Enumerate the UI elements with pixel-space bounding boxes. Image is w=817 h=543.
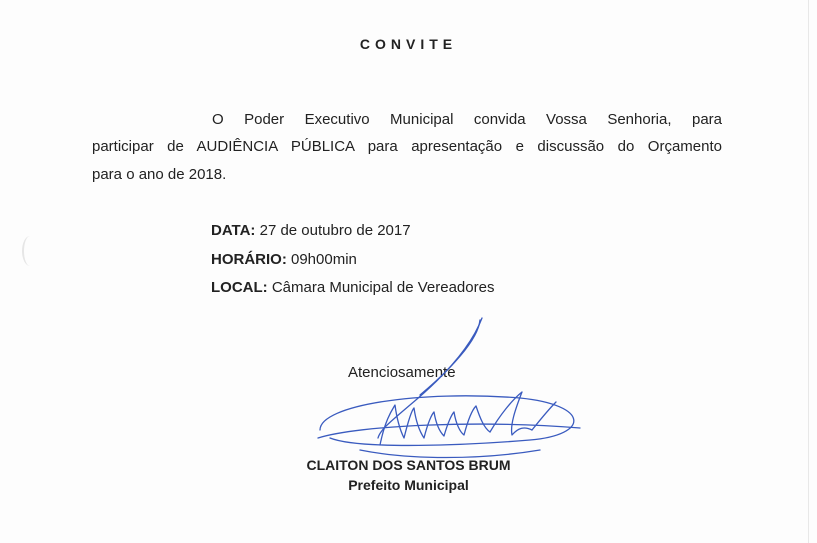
closing-text: Atenciosamente bbox=[348, 364, 456, 381]
place-value: Câmara Municipal de Vereadores bbox=[267, 279, 495, 296]
signatory-role: Prefeito Municipal bbox=[348, 477, 469, 493]
signatory-name: CLAITON DOS SANTOS BRUM bbox=[306, 457, 511, 473]
body-line-2: participar de AUDIÊNCIA PÚBLICA para apresentação e discussão do Orçamento bbox=[92, 138, 722, 155]
place-row bbox=[211, 279, 494, 296]
date-row bbox=[211, 222, 411, 239]
time-row bbox=[211, 251, 357, 268]
date-value: 27 de outubro de 2017 bbox=[255, 222, 411, 239]
document-title: CONVITE bbox=[359, 36, 458, 52]
body-line-1: O Poder Executivo Municipal convida Vossa Senhoria, para bbox=[212, 111, 722, 128]
body-line-3: para o ano de 2018. bbox=[92, 166, 227, 183]
date-label: DATA: bbox=[211, 222, 256, 239]
place-label: LOCAL: bbox=[211, 279, 268, 296]
time-label: HORÁRIO: bbox=[211, 251, 287, 268]
time-value: 09h00min bbox=[286, 251, 357, 268]
paper-mark bbox=[22, 236, 38, 266]
